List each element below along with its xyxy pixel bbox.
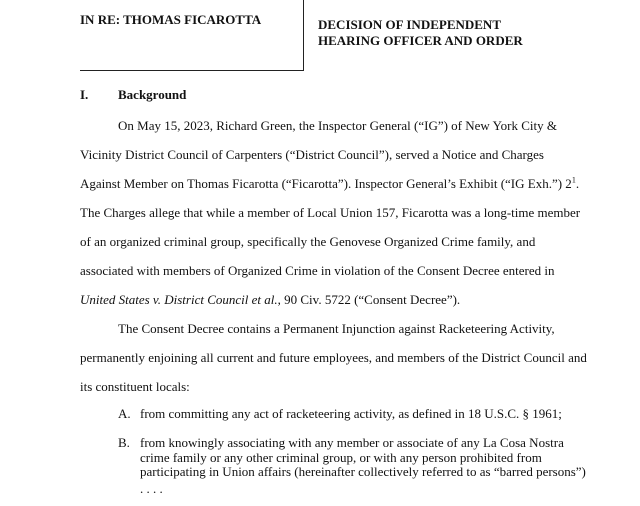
paragraph1-line2: Vicinity District Council of Carpenters (“District Council”), served a Notice and Charges bbox=[80, 147, 544, 162]
caption-divider-horizontal bbox=[80, 70, 304, 71]
paragraph1-line3-text: Against Member on Thomas Ficarotta (“Ficarotta”). Inspector General’s Exhibit (“IG Exh.”) 2 bbox=[80, 176, 572, 191]
paragraph1-line7 bbox=[80, 292, 460, 308]
list-item-a bbox=[118, 406, 562, 422]
section-number: I. bbox=[80, 87, 89, 102]
list-item-text: from knowingly associating with any member or associate of any La Cosa Nostra bbox=[140, 435, 564, 450]
paragraph2-line2: permanently enjoining all current and future employees, and members of the District Council and bbox=[80, 350, 587, 365]
paragraph1-line3 bbox=[80, 176, 579, 192]
paragraph1-line4: The Charges allege that while a member of Local Union 157, Ficarotta was a long-time member bbox=[80, 205, 581, 220]
section-heading bbox=[80, 87, 186, 103]
section-title: Background bbox=[118, 87, 187, 102]
paragraph1-line1: On May 15, 2023, Richard Green, the Inspector General (“IG”) of New York City & bbox=[118, 118, 557, 133]
caption-title: IN RE: THOMAS FICAROTTA bbox=[80, 12, 262, 27]
footnote-reference[interactable]: 1 bbox=[571, 175, 576, 185]
document-title-line1: DECISION OF INDEPENDENT bbox=[318, 17, 501, 32]
paragraph1-line3-end: . bbox=[575, 176, 580, 191]
list-item-label: B. bbox=[118, 435, 130, 450]
list-item-b bbox=[118, 435, 564, 451]
caption-divider-vertical bbox=[303, 0, 304, 71]
paragraph1-line5: of an organized criminal group, specifically the Genovese Organized Crime family, and bbox=[80, 234, 536, 249]
paragraph1-line6: associated with members of Organized Crime in violation of the Consent Decree entered in bbox=[80, 263, 555, 278]
paragraph2-line1: The Consent Decree contains a Permanent Injunction against Racketeering Activity, bbox=[118, 321, 555, 336]
list-item-b-ellipsis: . . . . bbox=[140, 481, 163, 496]
case-citation: United States v. District Council et al. bbox=[80, 292, 278, 307]
list-item-text: from committing any act of racketeering activity, as defined in 18 U.S.C. § 1961; bbox=[140, 406, 562, 421]
list-item-label: A. bbox=[118, 406, 131, 421]
document-title-line2: HEARING OFFICER AND ORDER bbox=[318, 33, 523, 48]
list-item-b-line2: crime family or any other criminal group, or with any person prohibited from bbox=[140, 450, 542, 465]
paragraph2-line3: its constituent locals: bbox=[80, 379, 190, 394]
list-item-b-line3: participating in Union affairs (hereinafter collectively referred to as “barred persons”) bbox=[140, 464, 586, 479]
paragraph1-line7-rest: , 90 Civ. 5722 (“Consent Decree”). bbox=[277, 292, 461, 307]
document-title bbox=[318, 17, 523, 49]
